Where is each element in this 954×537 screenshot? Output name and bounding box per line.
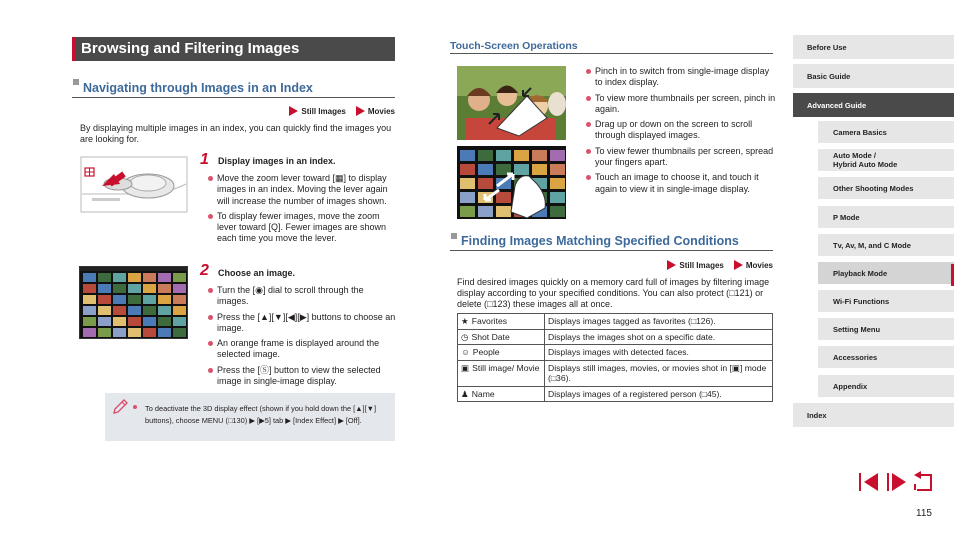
arrow-icon	[356, 106, 365, 116]
tag-still-images: Still Images	[301, 106, 346, 116]
tag-movies: Movies	[745, 260, 773, 270]
step-number-1: 1	[200, 151, 209, 168]
arrow-icon	[667, 260, 676, 270]
previous-page-icon[interactable]	[858, 471, 882, 493]
nav-item-playback-mode[interactable]: Playback Mode	[818, 262, 954, 284]
condition-name: Name	[471, 388, 495, 399]
condition-icon: ◷	[461, 331, 469, 342]
condition-name: Shot Date	[471, 331, 510, 342]
section-marker	[451, 233, 457, 239]
step-2-title: Choose an image.	[218, 268, 296, 278]
condition-name: Still image/ Movie	[472, 362, 540, 373]
condition-icon: ★	[461, 316, 469, 326]
condition-description: Displays the images shot on a specific date.	[545, 329, 773, 345]
list-item: To view more thumbnails per screen, pinch in again.	[586, 93, 776, 116]
intro-text: By displaying multiple images in an index, you can quickly find the images you are looking for.	[80, 123, 392, 144]
note-text: To deactivate the 3D display effect (shown if you hold down the [▲][▼] buttons), choose MENU (□130) ▶ [▶5] tab ▶ [Index Effect] ▶ [Off].	[145, 404, 376, 425]
nav-item-appendix[interactable]: Appendix	[818, 375, 954, 397]
nav-item-before-use[interactable]: Before Use	[793, 35, 954, 59]
list-item: To view fewer thumbnails per screen, spread your fingers apart.	[586, 146, 776, 169]
section-marker	[73, 79, 79, 85]
touch-screen-title: Touch-Screen Operations	[450, 40, 578, 52]
next-page-icon[interactable]	[886, 471, 910, 493]
nav-item-auto-mode-hybrid-auto-mode[interactable]: Auto Mode / Hybrid Auto Mode	[818, 149, 954, 171]
arrow-icon	[289, 106, 298, 116]
nav-item-setting-menu[interactable]: Setting Menu	[818, 318, 954, 340]
table-row	[458, 329, 773, 345]
nav-item-p-mode[interactable]: P Mode	[818, 206, 954, 228]
touch-bullets	[586, 66, 776, 199]
step-number-2: 2	[200, 262, 209, 279]
nav-item-accessories[interactable]: Accessories	[818, 346, 954, 368]
nav-item-tv-av-m-and-c-mode[interactable]: Tv, Av, M, and C Mode	[818, 234, 954, 256]
pencil-icon	[111, 398, 129, 416]
nav-item-other-shooting-modes[interactable]: Other Shooting Modes	[818, 177, 954, 199]
condition-icon: ☺	[461, 347, 470, 357]
section-rule	[450, 250, 773, 251]
condition-name-cell	[458, 329, 545, 345]
section-title-filter: Finding Images Matching Specified Conditions	[461, 234, 739, 248]
list-item: Move the zoom lever toward [▦] to display images in an index. Moving the lever again will increase the number of images shown.	[208, 173, 396, 207]
nav-item-basic-guide[interactable]: Basic Guide	[793, 64, 954, 88]
list-item: Press the [▲][▼][◀][▶] buttons to choose an image.	[208, 312, 396, 335]
step-1-bullets	[208, 173, 396, 249]
condition-name-cell	[458, 345, 545, 361]
pinch-photo-illustration	[457, 66, 566, 140]
section-rule	[450, 53, 773, 54]
condition-description: Displays images with detected faces.	[545, 345, 773, 361]
return-icon[interactable]	[912, 471, 934, 493]
step-1-title: Display images in an index.	[218, 156, 336, 166]
tag-movies: Movies	[367, 106, 395, 116]
condition-icon: ▣	[461, 362, 470, 373]
arrow-icon	[734, 260, 743, 270]
section-title-index: Navigating through Images in an Index	[83, 81, 313, 95]
mode-tags	[200, 106, 395, 116]
page-number: 115	[916, 508, 932, 519]
list-item: Turn the [◉] dial to scroll through the images.	[208, 285, 396, 308]
condition-name: Favorites	[471, 316, 508, 326]
page-nav-controls	[858, 471, 934, 493]
condition-name-cell	[458, 314, 545, 330]
step-2-bullets	[208, 285, 396, 391]
filter-intro-text: Find desired images quickly on a memory card full of images by filtering image display according to your specified conditions. You can also protect (□121) or delete (□123) these images all at once.	[457, 277, 770, 309]
index-display-illustration	[79, 266, 188, 339]
list-item: An orange frame is displayed around the selected image.	[208, 338, 396, 361]
mode-tags	[580, 260, 773, 270]
list-item: To display fewer images, move the zoom lever toward [Q]. Fewer images are shown each time you move the lever.	[208, 211, 396, 245]
condition-name-cell	[458, 360, 545, 386]
condition-description: Displays images of a registered person (□45).	[545, 386, 773, 402]
table-row	[458, 360, 773, 386]
list-item: Touch an image to choose it, and touch it again to view it in single-image display.	[586, 172, 776, 195]
condition-description: Displays images tagged as favorites (□126).	[545, 314, 773, 330]
list-item: Pinch in to switch from single-image display to index display.	[586, 66, 776, 89]
table-row	[458, 345, 773, 361]
list-item: Drag up or down on the screen to scroll through displayed images.	[586, 119, 776, 142]
section-rule	[72, 97, 395, 98]
drag-index-illustration	[457, 146, 566, 219]
tag-still-images: Still Images	[679, 260, 724, 270]
table-row	[458, 314, 773, 330]
condition-description: Displays still images, movies, or movies shot in [▣] mode (□36).	[545, 360, 773, 386]
note-box	[105, 393, 395, 441]
nav-item-wi-fi-functions[interactable]: Wi-Fi Functions	[818, 290, 954, 312]
camera-zoom-lever-illustration	[80, 156, 188, 213]
condition-name-cell	[458, 386, 545, 402]
list-item: Press the [Ⓢ] button to view the selected image in single-image display.	[208, 365, 396, 388]
nav-item-advanced-guide[interactable]: Advanced Guide	[793, 93, 954, 117]
table-row	[458, 386, 773, 402]
page-title: Browsing and Filtering Images	[72, 37, 395, 61]
condition-icon: ♟	[461, 388, 469, 399]
condition-name: People	[472, 347, 500, 357]
bullet	[133, 405, 137, 409]
conditions-table	[457, 313, 773, 402]
nav-item-camera-basics[interactable]: Camera Basics	[818, 121, 954, 143]
nav-item-index[interactable]: Index	[793, 403, 954, 427]
